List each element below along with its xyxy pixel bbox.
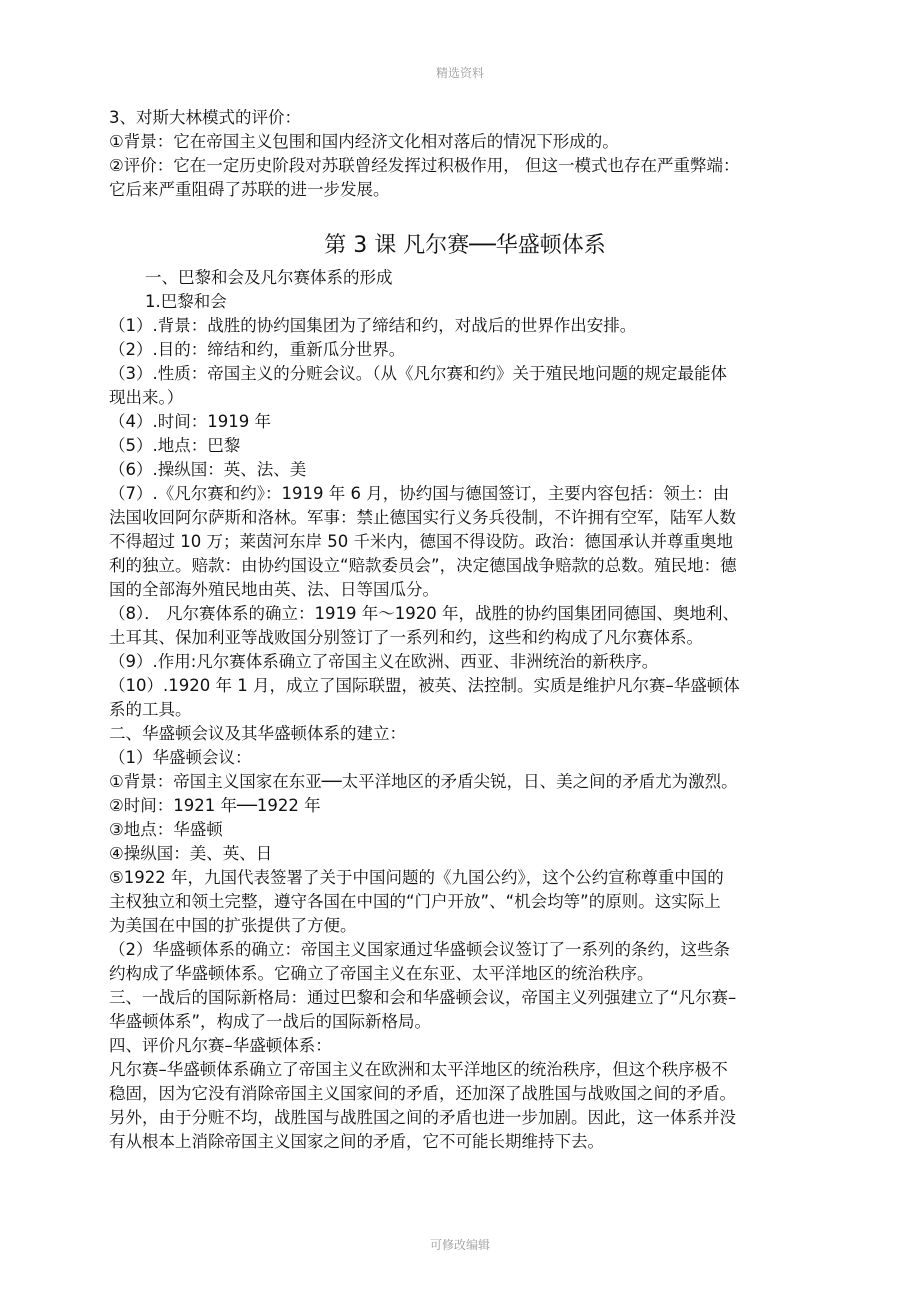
- text-line: （2）华盛顿体系的确立：帝国主义国家通过华盛顿会议签订了一系列的条约，这些条: [109, 940, 730, 959]
- text-line: （4）.时间：1919 年: [109, 412, 271, 431]
- text-line: 为美国在中国的扩张提供了方便。: [109, 916, 357, 935]
- section-heading: 四、评价凡尔赛–华盛顿体系：: [109, 1036, 332, 1055]
- stalin-model-evaluation-section: [109, 106, 821, 202]
- text-line: 稳固，因为它没有消除帝国主义国家间的矛盾，还加深了战胜国与战败国之间的矛盾。: [109, 1084, 736, 1103]
- text-line: （2）.目的：缔结和约，重新瓜分世界。: [109, 340, 406, 359]
- text-line: 利的独立。赔款：由协约国设立“赔款委员会”，决定德国战争赔款的总数。殖民地：德: [109, 556, 737, 575]
- text-line: ③地点：华盛顿: [109, 820, 223, 839]
- section-heading: 三、一战后的国际新格局：通过巴黎和会和华盛顿会议，帝国主义列强建立了“凡尔赛–: [109, 988, 737, 1007]
- text-line: 另外，由于分赃不均，战胜国与战胜国之间的矛盾也进一步加剧。因此，这一体系并没: [109, 1108, 736, 1127]
- text-line: 它后来严重阻碍了苏联的进一步发展。: [109, 180, 390, 199]
- text-line: ②时间：1921 年──1922 年: [109, 796, 321, 815]
- text-line: ①背景：它在帝国主义包围和国内经济文化相对落后的情况下形成的。: [109, 132, 619, 151]
- text-line: ①背景：帝国主义国家在东亚──太平洋地区的矛盾尖锐，日、美之间的矛盾尤为激烈。: [109, 772, 738, 791]
- text-line: 不得超过 10 万；莱茵河东岸 50 千米内，德国不得设防。政治：德国承认并尊重奥地: [109, 532, 733, 551]
- text-line: （7）.《凡尔赛和约》：1919 年 6 月，协约国与德国签订，主要内容包括：领土：由: [109, 484, 730, 503]
- page-footer: 可修改编辑: [429, 1238, 490, 1252]
- document-body: [109, 106, 821, 1154]
- page-header: 精选资料: [435, 66, 484, 80]
- text-line: 国的全部海外殖民地由英、法、日等国瓜分。: [109, 580, 439, 599]
- lesson-title: 第 3 课 凡尔赛──华盛顿体系: [324, 233, 606, 258]
- text-line: 3、对斯大林模式的评价：: [109, 108, 301, 127]
- text-line: ⑤1922 年，九国代表签署了关于中国问题的《九国公约》，这个公约宣称尊重中国的: [109, 868, 724, 887]
- text-line: 凡尔赛–华盛顿体系确立了帝国主义在欧洲和太平洋地区的统治秩序，但这个秩序极不: [109, 1060, 728, 1079]
- text-line: （9）.作用:凡尔赛体系确立了帝国主义在欧洲、西亚、非洲统治的新秩序。: [109, 652, 659, 671]
- section-heading: 二、华盛顿会议及其华盛顿体系的建立：: [109, 724, 406, 743]
- text-line: 法国收回阿尔萨斯和洛林。军事：禁止德国实行义务兵役制，不许拥有空军，陆军人数: [109, 508, 736, 527]
- text-line: 系的工具。: [109, 700, 192, 719]
- text-line: （3）.性质：帝国主义的分赃会议。（从《凡尔赛和约》关于殖民地问题的规定最能体: [109, 364, 727, 383]
- section-heading: 一、巴黎和会及凡尔赛体系的形成: [145, 268, 393, 287]
- text-line: （1）.背景：战胜的协约国集团为了缔结和约，对战后的世界作出安排。: [109, 316, 637, 335]
- text-line: （6）.操纵国：英、法、美: [109, 460, 307, 479]
- text-line: 约构成了华盛顿体系。它确立了帝国主义在东亚、太平洋地区的统治秩序。: [109, 964, 654, 983]
- lesson-body: [109, 266, 821, 1154]
- text-line: 土耳其、保加利亚等战败国分别签订了一系列和约，这些和约构成了凡尔赛体系。: [109, 628, 703, 647]
- text-line: 有从根本上消除帝国主义国家之间的矛盾，它不可能长期维持下去。: [109, 1132, 604, 1151]
- text-line: ④操纵国：美、英、日: [109, 844, 273, 863]
- text-line: 主权独立和领土完整，遵守各国在中国的“门户开放”、“机会均等”的原则。这实际上: [109, 892, 721, 911]
- subsection-heading: （1）华盛顿会议：: [109, 748, 252, 767]
- text-line: （5）.地点：巴黎: [109, 436, 241, 455]
- text-line: （10）.1920 年 1 月，成立了国际联盟，被英、法控制。实质是维护凡尔赛–华盛顿体: [109, 676, 740, 695]
- text-line: ②评价：它在一定历史阶段对苏联曾经发挥过积极作用， 但这一模式也存在严重弊端：: [109, 156, 740, 175]
- text-line: 华盛顿体系”，构成了一战后的国际新格局。: [109, 1012, 432, 1031]
- subsection-heading: 1.巴黎和会: [145, 292, 227, 311]
- text-line: （8）． 凡尔赛体系的确立：1919 年～1920 年，战胜的协约国集团同德国、奥地利、: [109, 604, 739, 623]
- text-line: 现出来。）: [109, 388, 184, 407]
